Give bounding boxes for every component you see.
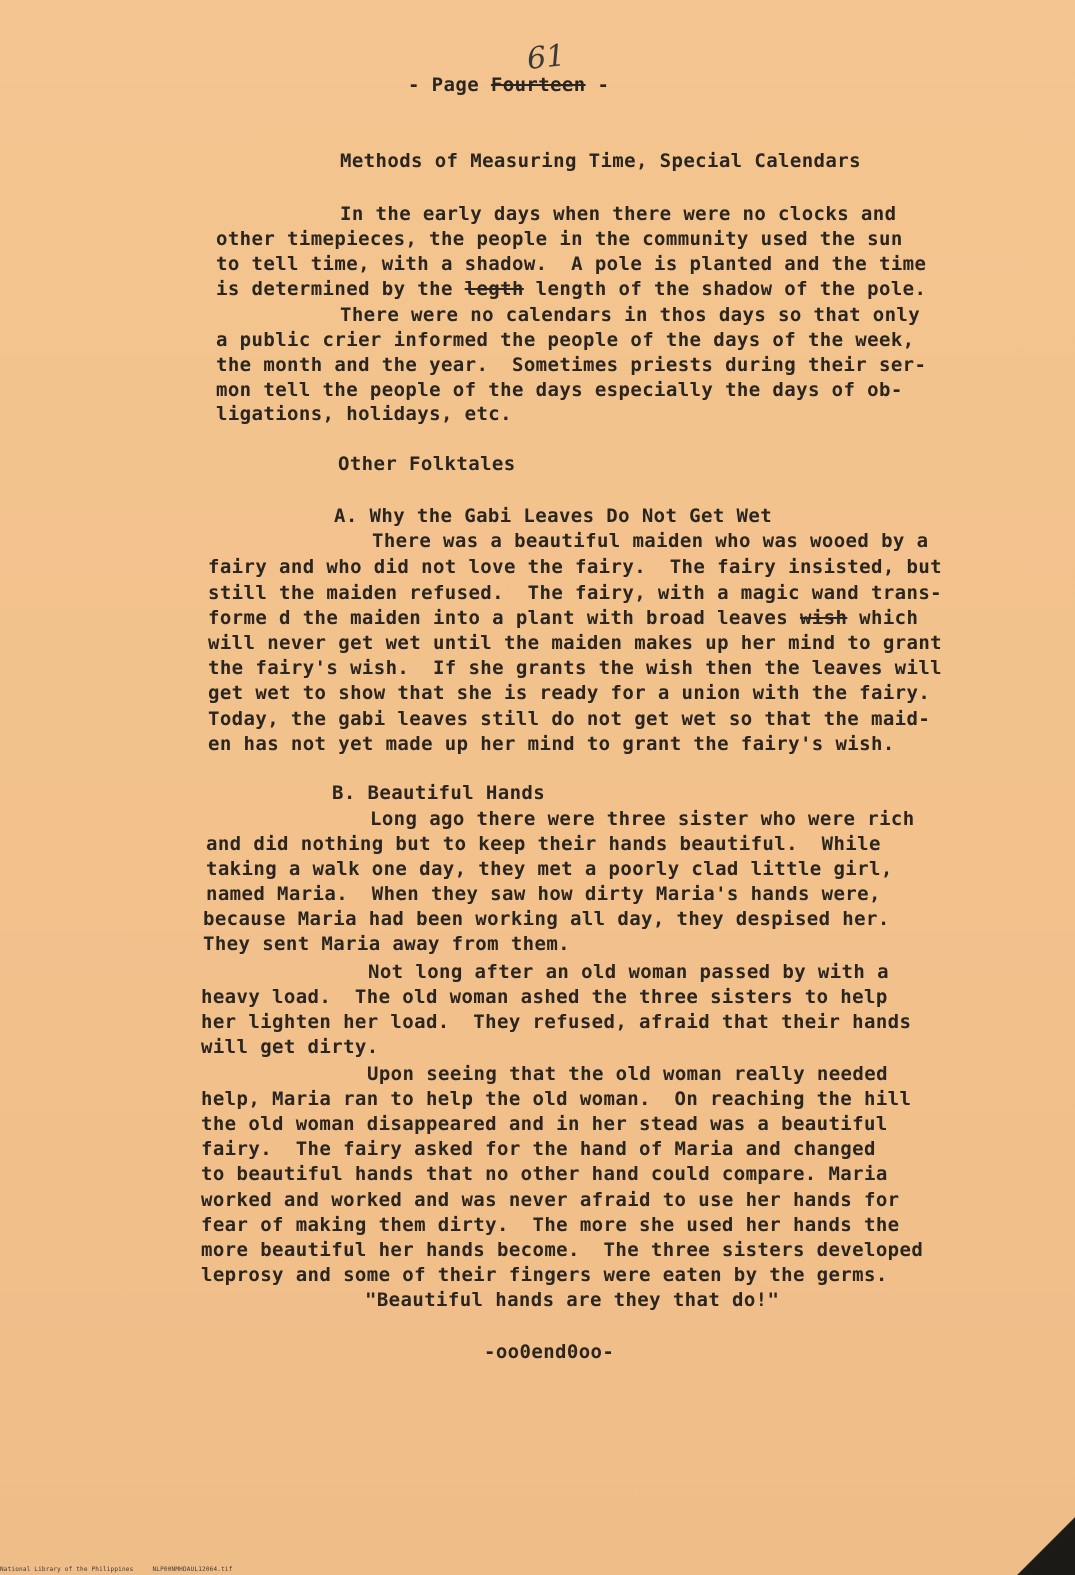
story-line: still the maiden refused. The fairy, with a magic wand trans- bbox=[208, 582, 943, 604]
scan-footer: National Library of the Philippines NLP00NMHDAUL12064.tif bbox=[0, 1566, 233, 1573]
story-line: "Beautiful hands are they that do!" bbox=[365, 1289, 780, 1311]
end-marker: -oo0end0oo- bbox=[484, 1341, 615, 1363]
story-line: because Maria had been working all day, they despised her. bbox=[203, 908, 890, 930]
section-title: Methods of Measuring Time, Special Calendars bbox=[340, 150, 861, 172]
paragraph-line: a public crier informed the people of the days of the week, bbox=[216, 329, 915, 351]
story-line: fear of making them dirty. The more she used her hands the bbox=[201, 1214, 900, 1236]
handwritten-page-number: 61 bbox=[525, 38, 567, 77]
story-line: Today, the gabi leaves still do not get wet so that the maid- bbox=[208, 708, 931, 730]
story-line: will never get wet until the maiden makes up her mind to grant bbox=[208, 632, 943, 654]
story-line: Not long after an old woman passed by with a bbox=[368, 961, 889, 983]
struck-word: wish bbox=[799, 607, 848, 629]
paragraph-line: mon tell the people of the days especially the days of ob- bbox=[216, 379, 903, 401]
story-line: fairy and who did not love the fairy. The fairy insisted, but bbox=[208, 556, 943, 578]
page-header bbox=[408, 74, 609, 96]
page-header-prefix: - Page bbox=[408, 74, 480, 96]
paragraph-line: the month and the year. Sometimes priests during their ser- bbox=[216, 354, 927, 376]
line-segment: length of the shadow of the pole. bbox=[535, 278, 927, 300]
page-header-suffix: - bbox=[597, 74, 610, 96]
paragraph-line: ligations, holidays, etc. bbox=[216, 403, 512, 425]
folded-corner bbox=[1015, 1505, 1075, 1575]
paragraph-line: In the early days when there were no clocks and bbox=[340, 203, 897, 225]
story-line: named Maria. When they saw how dirty Maria's hands were, bbox=[206, 883, 881, 905]
story-line: and did nothing but to keep their hands beautiful. While bbox=[206, 833, 881, 855]
story-line: Long ago there were three sister who were rich bbox=[370, 808, 915, 830]
story-line: Upon seeing that the old woman really needed bbox=[367, 1063, 888, 1085]
line-segment: forme d the maiden into a plant with broad leaves bbox=[208, 607, 789, 629]
story-line bbox=[208, 607, 918, 629]
story-line: taking a walk one day, they met a poorly clad little girl, bbox=[206, 858, 893, 880]
story-line: worked and worked and was never afraid to use her hands for bbox=[201, 1189, 900, 1211]
story-line: leprosy and some of their fingers were eaten by the germs. bbox=[201, 1264, 888, 1286]
page-header-struck-word: Fourteen bbox=[490, 74, 586, 96]
story-line: her lighten her load. They refused, afraid that their hands bbox=[201, 1011, 912, 1033]
story-line: the old woman disappeared and in her stead was a beautiful bbox=[201, 1113, 888, 1135]
paragraph-line: other timepieces, the people in the community used the sun bbox=[216, 228, 903, 250]
line-segment: is determined by the bbox=[216, 278, 453, 300]
story-line: They sent Maria away from them. bbox=[203, 933, 571, 955]
story-line: en has not yet made up her mind to grant the fairy's wish. bbox=[208, 733, 895, 755]
paragraph-line: to tell time, with a shadow. A pole is planted and the time bbox=[216, 253, 927, 275]
story-title: A. Why the Gabi Leaves Do Not Get Wet bbox=[334, 505, 773, 527]
story-line: There was a beautiful maiden who was wooed by a bbox=[372, 530, 929, 552]
paragraph-line: There were no calendars in thos days so that only bbox=[340, 304, 921, 326]
story-title: B. Beautiful Hands bbox=[332, 782, 546, 804]
line-segment: which bbox=[859, 607, 919, 629]
story-line: get wet to show that she is ready for a union with the fairy. bbox=[208, 682, 931, 704]
story-line: fairy. The fairy asked for the hand of Maria and changed bbox=[201, 1138, 876, 1160]
story-line: more beautiful her hands become. The three sisters developed bbox=[201, 1239, 924, 1261]
story-line: heavy load. The old woman ashed the three sisters to help bbox=[201, 986, 888, 1008]
paragraph-line bbox=[216, 278, 926, 300]
story-line: the fairy's wish. If she grants the wish then the leaves will bbox=[208, 657, 943, 679]
story-line: will get dirty. bbox=[201, 1036, 379, 1058]
section-heading: Other Folktales bbox=[338, 453, 516, 475]
story-line: to beautiful hands that no other hand could compare. Maria bbox=[201, 1163, 888, 1185]
story-line: help, Maria ran to help the old woman. On reaching the hill bbox=[201, 1088, 912, 1110]
struck-word: legth bbox=[464, 278, 524, 300]
